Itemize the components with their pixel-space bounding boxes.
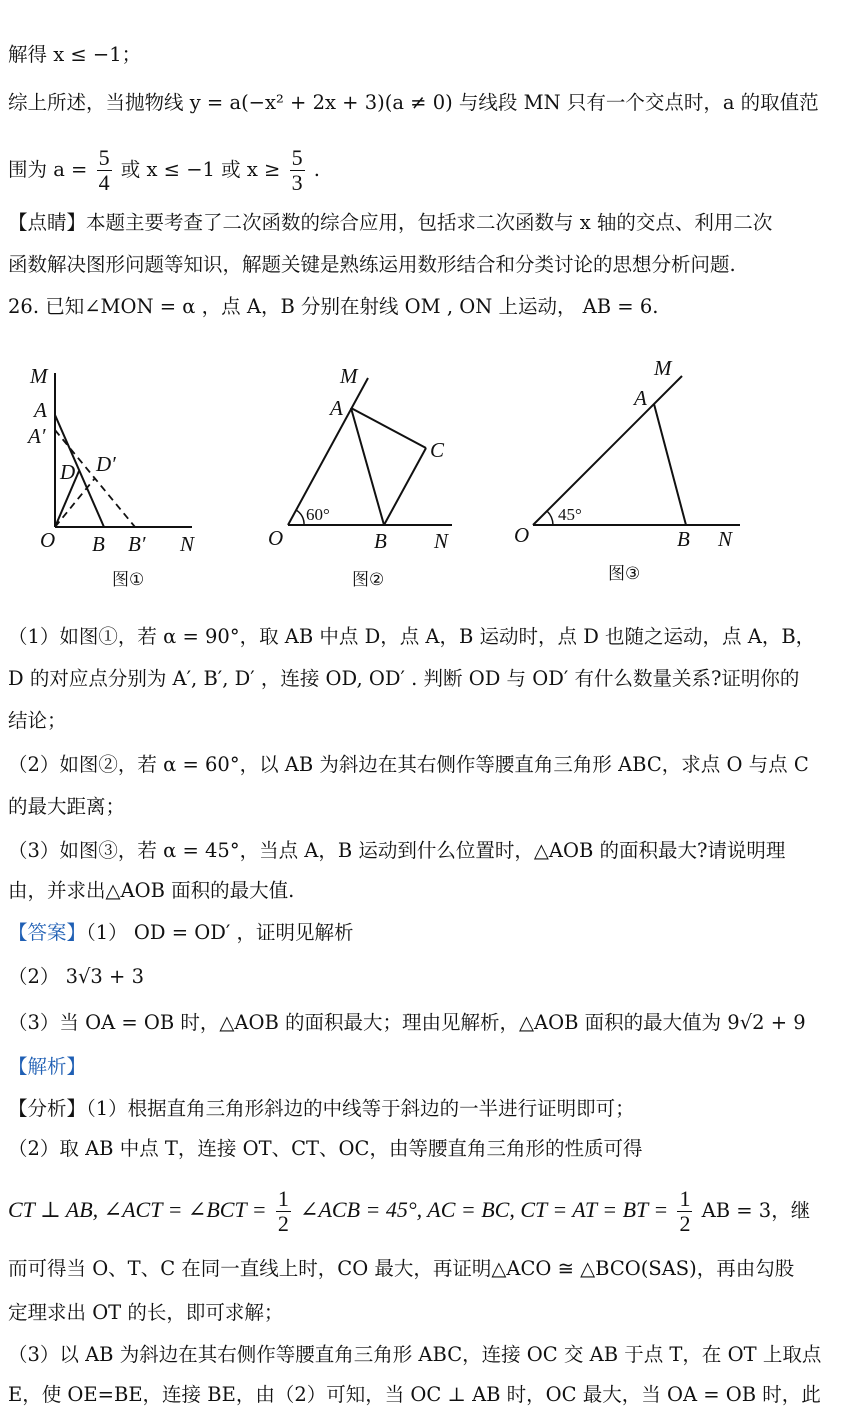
geometry-figures (0, 345, 850, 600)
formula-segment: AB = 3，继 (701, 1199, 811, 1222)
label-N: N (180, 532, 195, 556)
answer-1: （1） OD = OD′ ，证明见解析 (86, 921, 354, 944)
fraction-denominator: 2 (277, 1211, 289, 1236)
analysis-line: （3）以 AB 为斜边在其右侧作等腰直角三角形 ABC，连接 OC 交 AB 于点 T，在 OT 上取点 (8, 1343, 822, 1366)
label-B: B (374, 529, 387, 553)
label-C: C (430, 438, 445, 462)
question-3-line: 由，并求出△AOB 面积的最大值. (8, 879, 295, 902)
label-M: M (654, 356, 672, 380)
text-line: 解得 x ≤ −1； (8, 43, 142, 66)
label-D: D (60, 460, 76, 484)
question-1-line: （1）如图①，若 α = 90°，取 AB 中点 D，点 A，B 运动时，点 D 也随之运动，点 A，B， (8, 625, 816, 648)
text-segment: 或 x ≤ −1 或 x ≥ (120, 158, 281, 181)
label-A: A (34, 398, 47, 422)
analysis-tag: 【解析】 (8, 1055, 87, 1078)
fraction (276, 1187, 291, 1236)
figure-2 (268, 364, 452, 590)
label-N: N (718, 527, 733, 551)
fraction-numerator: 1 (679, 1186, 691, 1211)
label-O: O (268, 526, 284, 550)
label-A-prime: A′ (28, 424, 46, 448)
question-2-line: 的最大距离； (8, 795, 126, 818)
answer-2: （2） 3√3 + 3 (8, 965, 144, 988)
formula-segment: CT ⊥ AB, ∠ACT = ∠BCT = (8, 1197, 267, 1222)
label-N: N (434, 529, 449, 553)
label-O: O (514, 523, 530, 547)
figure-3 (514, 356, 740, 584)
analysis-formula-line (8, 1180, 810, 1241)
label-M: M (340, 364, 358, 388)
answer-line (8, 918, 353, 948)
analysis-line: 而可得当 O、T、C 在同一直线上时，CO 最大，再证明△ACO ≅ △BCO(SAS)，再由勾股 (8, 1257, 795, 1280)
label-A: A (634, 386, 647, 410)
fraction-denominator: 4 (98, 170, 110, 195)
answer-tag: 【答案】 (8, 921, 87, 944)
problem-statement: 26. 已知∠MON = α ，点 A，B 分别在射线 OM , ON 上运动， AB = 6. (8, 295, 659, 318)
analysis-line: 【分析】（1）根据直角三角形斜边的中线等于斜边的一半进行证明即可； (8, 1097, 635, 1120)
fraction-numerator: 5 (291, 145, 303, 170)
label-M: M (30, 364, 48, 388)
analysis-line: （2）取 AB 中点 T，连接 OT、CT、OC，由等腰直角三角形的性质可得 (8, 1137, 643, 1160)
analysis-line: E，使 OE=BE，连接 BE，由（2）可知，当 OC ⊥ AB 时，OC 最大，当 OA = OB 时，此 (8, 1383, 821, 1406)
label-D-prime: D′ (96, 452, 116, 476)
question-1-line: 结论； (8, 709, 67, 732)
text-line: 【点睛】本题主要考查了二次函数的综合应用，包括求二次函数与 x 轴的交点、利用二次 (8, 211, 773, 234)
text-line-with-fractions (8, 140, 320, 200)
angle-label: 45° (558, 505, 582, 524)
label-B: B (677, 527, 690, 551)
figure-3-caption: 图③ (608, 564, 641, 584)
figure-2-caption: 图② (352, 570, 385, 590)
label-B-prime: B′ (128, 532, 146, 556)
text-segment: 围为 a = (8, 158, 88, 181)
answer-3: （3）当 OA = OB 时，△AOB 的面积最大；理由见解析，△AOB 面积的最大值为 9√2 + 9 (8, 1011, 806, 1034)
fraction-numerator: 1 (277, 1186, 289, 1211)
figure-1 (26, 364, 195, 590)
text-line: 综上所述，当抛物线 y = a(−x² + 2x + 3)(a ≠ 0) 与线段 MN 只有一个交点时，a 的取值范 (8, 91, 819, 114)
question-1-line: D 的对应点分别为 A′, B′, D′ ，连接 OD, OD′ . 判断 OD 与 OD′ 有什么数量关系?证明你的 (8, 667, 800, 690)
question-2-line: （2）如图②，若 α = 60°，以 AB 为斜边在其右侧作等腰直角三角形 ABC，求点 O 与点 C (8, 753, 809, 776)
label-O: O (40, 528, 56, 552)
analysis-line: 定理求出 OT 的长，即可求解； (8, 1301, 284, 1324)
angle-label: 60° (306, 505, 330, 524)
text-segment: . (313, 158, 320, 181)
formula-segment: ∠ACB = 45°, AC = BC, CT = AT = BT = (300, 1197, 669, 1222)
fraction (290, 146, 305, 195)
label-B: B (92, 532, 105, 556)
question-3-line: （3）如图③，若 α = 45°，当点 A，B 运动到什么位置时，△AOB 的面积最大?请说明理 (8, 839, 786, 862)
fraction (97, 146, 112, 195)
fraction (677, 1187, 692, 1236)
figure-1-caption: 图① (112, 570, 145, 590)
text-line: 函数解决图形问题等知识，解题关键是熟练运用数形结合和分类讨论的思想分析问题. (8, 253, 736, 276)
fraction-denominator: 3 (291, 170, 303, 195)
fraction-denominator: 2 (679, 1211, 691, 1236)
label-A: A (330, 396, 343, 420)
fraction-numerator: 5 (98, 145, 110, 170)
